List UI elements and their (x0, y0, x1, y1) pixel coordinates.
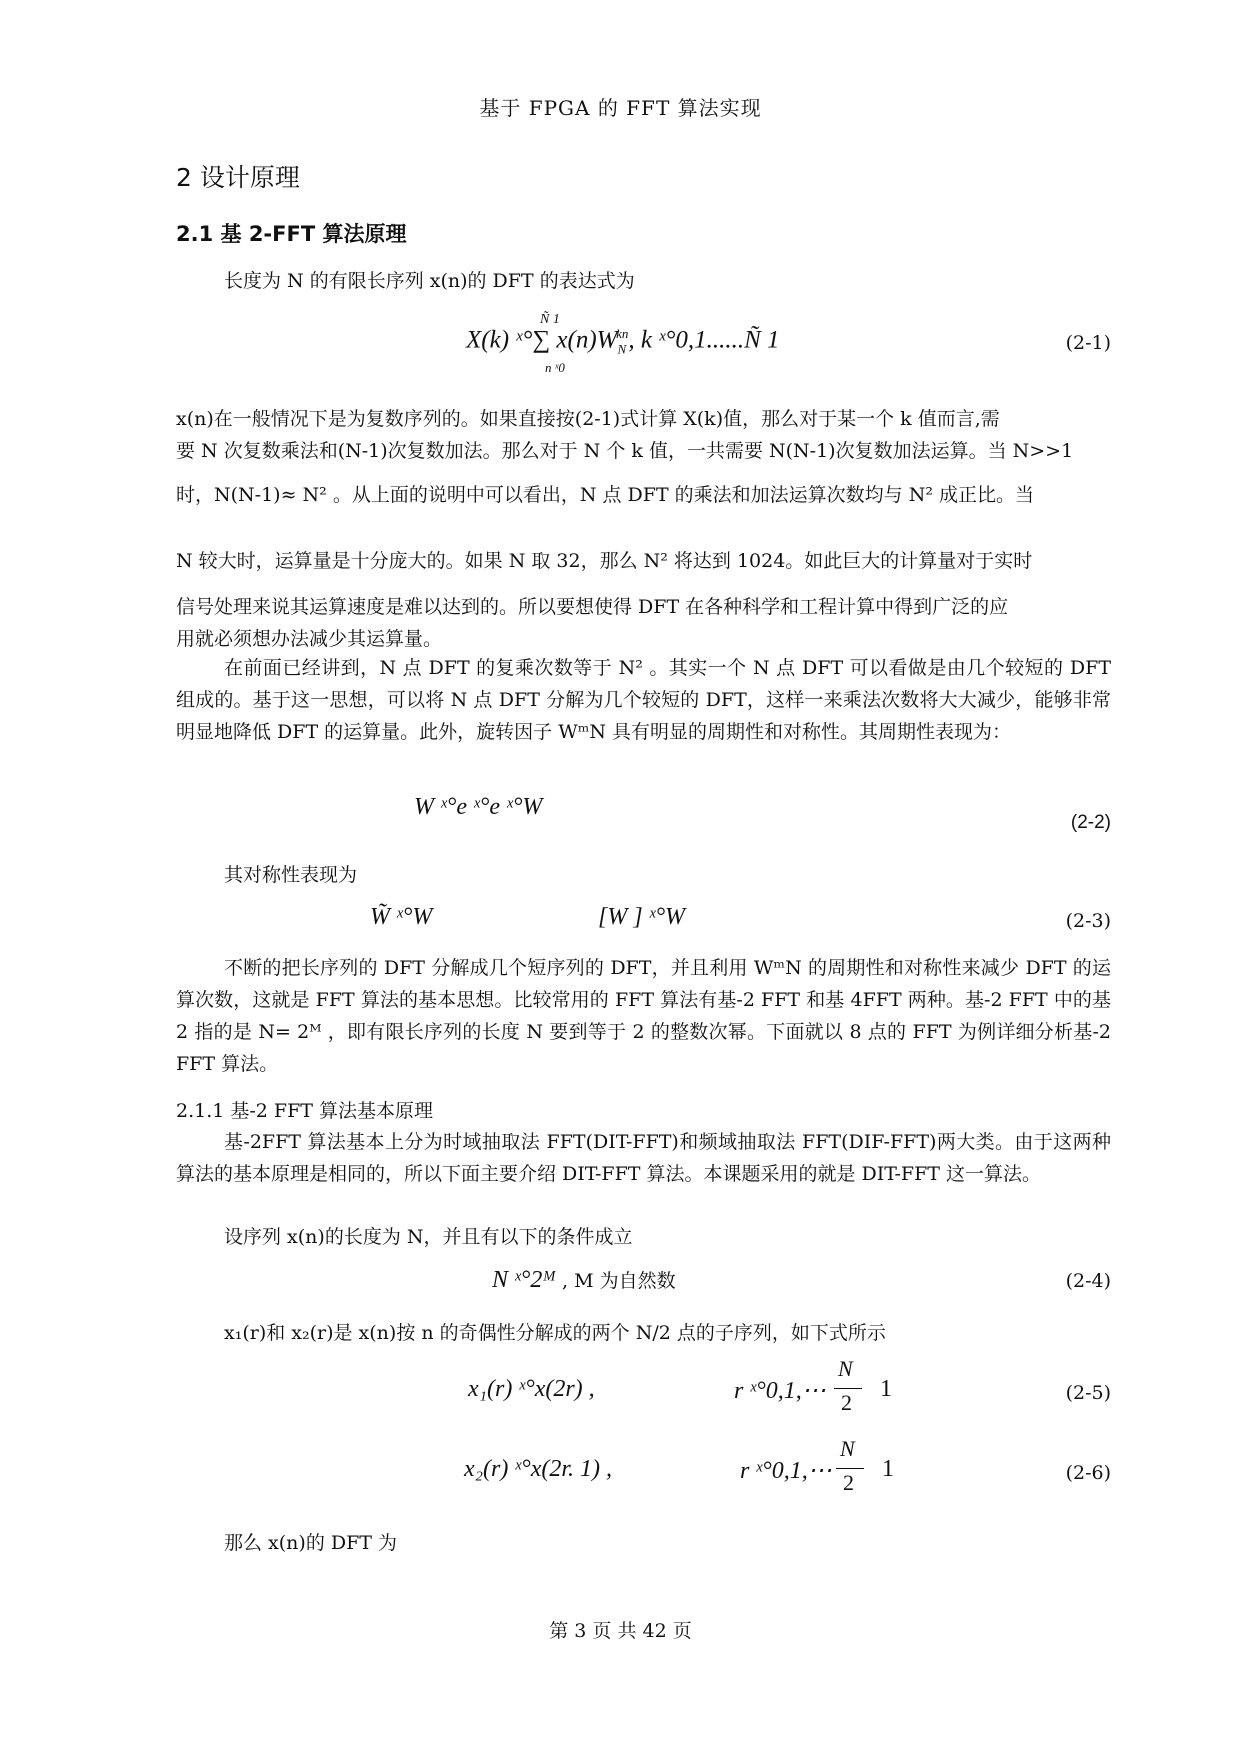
symmetry-intro: 其对称性表现为 (224, 864, 358, 886)
para6: x₁(r)和 x₂(r)是 x(n)按 n 的奇偶性分解成的两个 N/2 点的子序列，如下式所示 (224, 1322, 886, 1344)
eq1-tail: , k ˣ°0,1......Ñ 1 (628, 326, 780, 354)
page-footer: 第 3 页 共 42 页 (549, 1620, 692, 1642)
eq1-sub: N (617, 341, 627, 357)
para1-line4: N 较大时，运算量是十分庞大的。如果 N 取 32，那么 N² 将达到 1024。如此巨大的计算量对于实时 (176, 550, 1033, 572)
para1-line5: 信号处理来说其运算速度是难以达到的。所以要想使得 DFT 在各种科学和工程计算中得到广泛的应 (176, 596, 1009, 618)
eq5-tail: 1 (880, 1376, 892, 1402)
eq5-frac-num: N (838, 1356, 853, 1381)
eq5-frac-den: 2 (841, 1390, 852, 1415)
eq4-number: (2-4) (1065, 1270, 1111, 1292)
para5: 设序列 x(n)的长度为 N，并且有以下的条件成立 (224, 1226, 633, 1248)
eq6-right: r ˣ°0,1,⋯ (740, 1458, 832, 1484)
para1-line2: 要 N 次复数乘法和(N-1)次复数加法。那么对于 N 个 k 值，一共需要 N(N-1)次复数加法运算。当 N>>1 (176, 440, 1074, 462)
para4: 基-2FFT 算法基本上分为时域抽取法 FFT(DIT-FFT)和频域抽取法 FFT(DIF-FFT)两大类。由于这两种算法的基本原理是相同的，所以下面主要介绍 DIT-FFT 算法。本课题采用的就是 DIT-FFT 这一算法。 (176, 1131, 1111, 1185)
eq6-tail: 1 (882, 1456, 894, 1482)
eq6-number: (2-6) (1065, 1462, 1111, 1484)
eq2-number: (2-2) (1070, 812, 1111, 833)
equation-2-1 (466, 326, 780, 357)
page-header: 基于 FPGA 的 FFT 算法实现 (479, 96, 762, 120)
para7: 那么 x(n)的 DFT 为 (224, 1532, 397, 1554)
eq4-tail: , M 为自然数 (555, 1270, 676, 1292)
eq1-upper-limit: Ñ 1 (540, 312, 560, 327)
intro-paragraph: 长度为 N 的有限长序列 x(n)的 DFT 的表达式为 (224, 270, 635, 292)
eq5-right: r ˣ°0,1,⋯ (734, 1378, 826, 1404)
eq1-lower-limit: n ˣ0 (545, 360, 565, 375)
subsection-title: 2.1 基 2-FFT 算法原理 (176, 222, 407, 246)
para1-line1: x(n)在一般情况下是为复数序列的。如果直接按(2-1)式计算 X(k)值，那么对于某一个 k 值而言,需 (176, 408, 1000, 430)
eq6-frac-den: 2 (843, 1470, 854, 1495)
eq6-left: x₂(r) ˣ°x(2r. 1) , (464, 1456, 613, 1482)
para3: 不断的把长序列的 DFT 分解成几个短序列的 DFT，并且利用 WᵐN 的周期性和对称性来减少 DFT 的运算次数，这就是 FFT 算法的基本思想。比较常用的 FFT 算法有基-2 FFT 和基 4FFT 两种。基-2 FFT 中的基 2 指的是 N= 2ᴹ ，即有限长序列的长度 N 要到等于 2 的整数次幂。下面就以 8 点的 FFT 为例详细分析基-2 FFT 算法。 (176, 957, 1111, 1075)
eq6-frac-bar (836, 1468, 864, 1469)
eq3-number: (2-3) (1065, 910, 1111, 932)
eq1-main: X(k) ˣ°∑ x(n)W (466, 326, 618, 354)
equation-2-2: W ˣ°e ˣ°e ˣ°W (414, 794, 543, 820)
eq1-number: (2-1) (1065, 332, 1111, 354)
eq1-sup: kn (616, 326, 629, 341)
eq5-frac-bar (834, 1388, 862, 1389)
eq3-left: W̃ ˣ°W (370, 904, 433, 930)
equation-2-4 (492, 1266, 676, 1294)
para1-line3: 时，N(N-1)≈ N² 。从上面的说明中可以看出，N 点 DFT 的乘法和加法运算次数均与 N² 成正比。当 (176, 484, 1034, 506)
eq5-left: x₁(r) ˣ°x(2r) , (468, 1376, 595, 1402)
section-title: 2 设计原理 (176, 163, 300, 192)
para1-line6: 用就必须想办法减少其运算量。 (176, 628, 443, 650)
eq4-main: N ˣ°2ᴹ (492, 1267, 556, 1293)
eq3-right: [W ] ˣ°W (598, 904, 686, 930)
subsubsection-title: 2.1.1 基-2 FFT 算法基本原理 (176, 1100, 434, 1122)
eq6-frac-num: N (840, 1436, 855, 1461)
eq5-number: (2-5) (1065, 1382, 1111, 1404)
para2: 在前面已经讲到，N 点 DFT 的复乘次数等于 N² 。其实一个 N 点 DFT 可以看做是由几个较短的 DFT 组成的。基于这一思想，可以将 N 点 DFT 分解为几个较短的 DFT，这样一来乘法次数将大大减少，能够非常明显地降低 DFT 的运算量。此外，旋转因子 WᵐN 具有明显的周期性和对称性。其周期性表现为： (176, 657, 1111, 743)
